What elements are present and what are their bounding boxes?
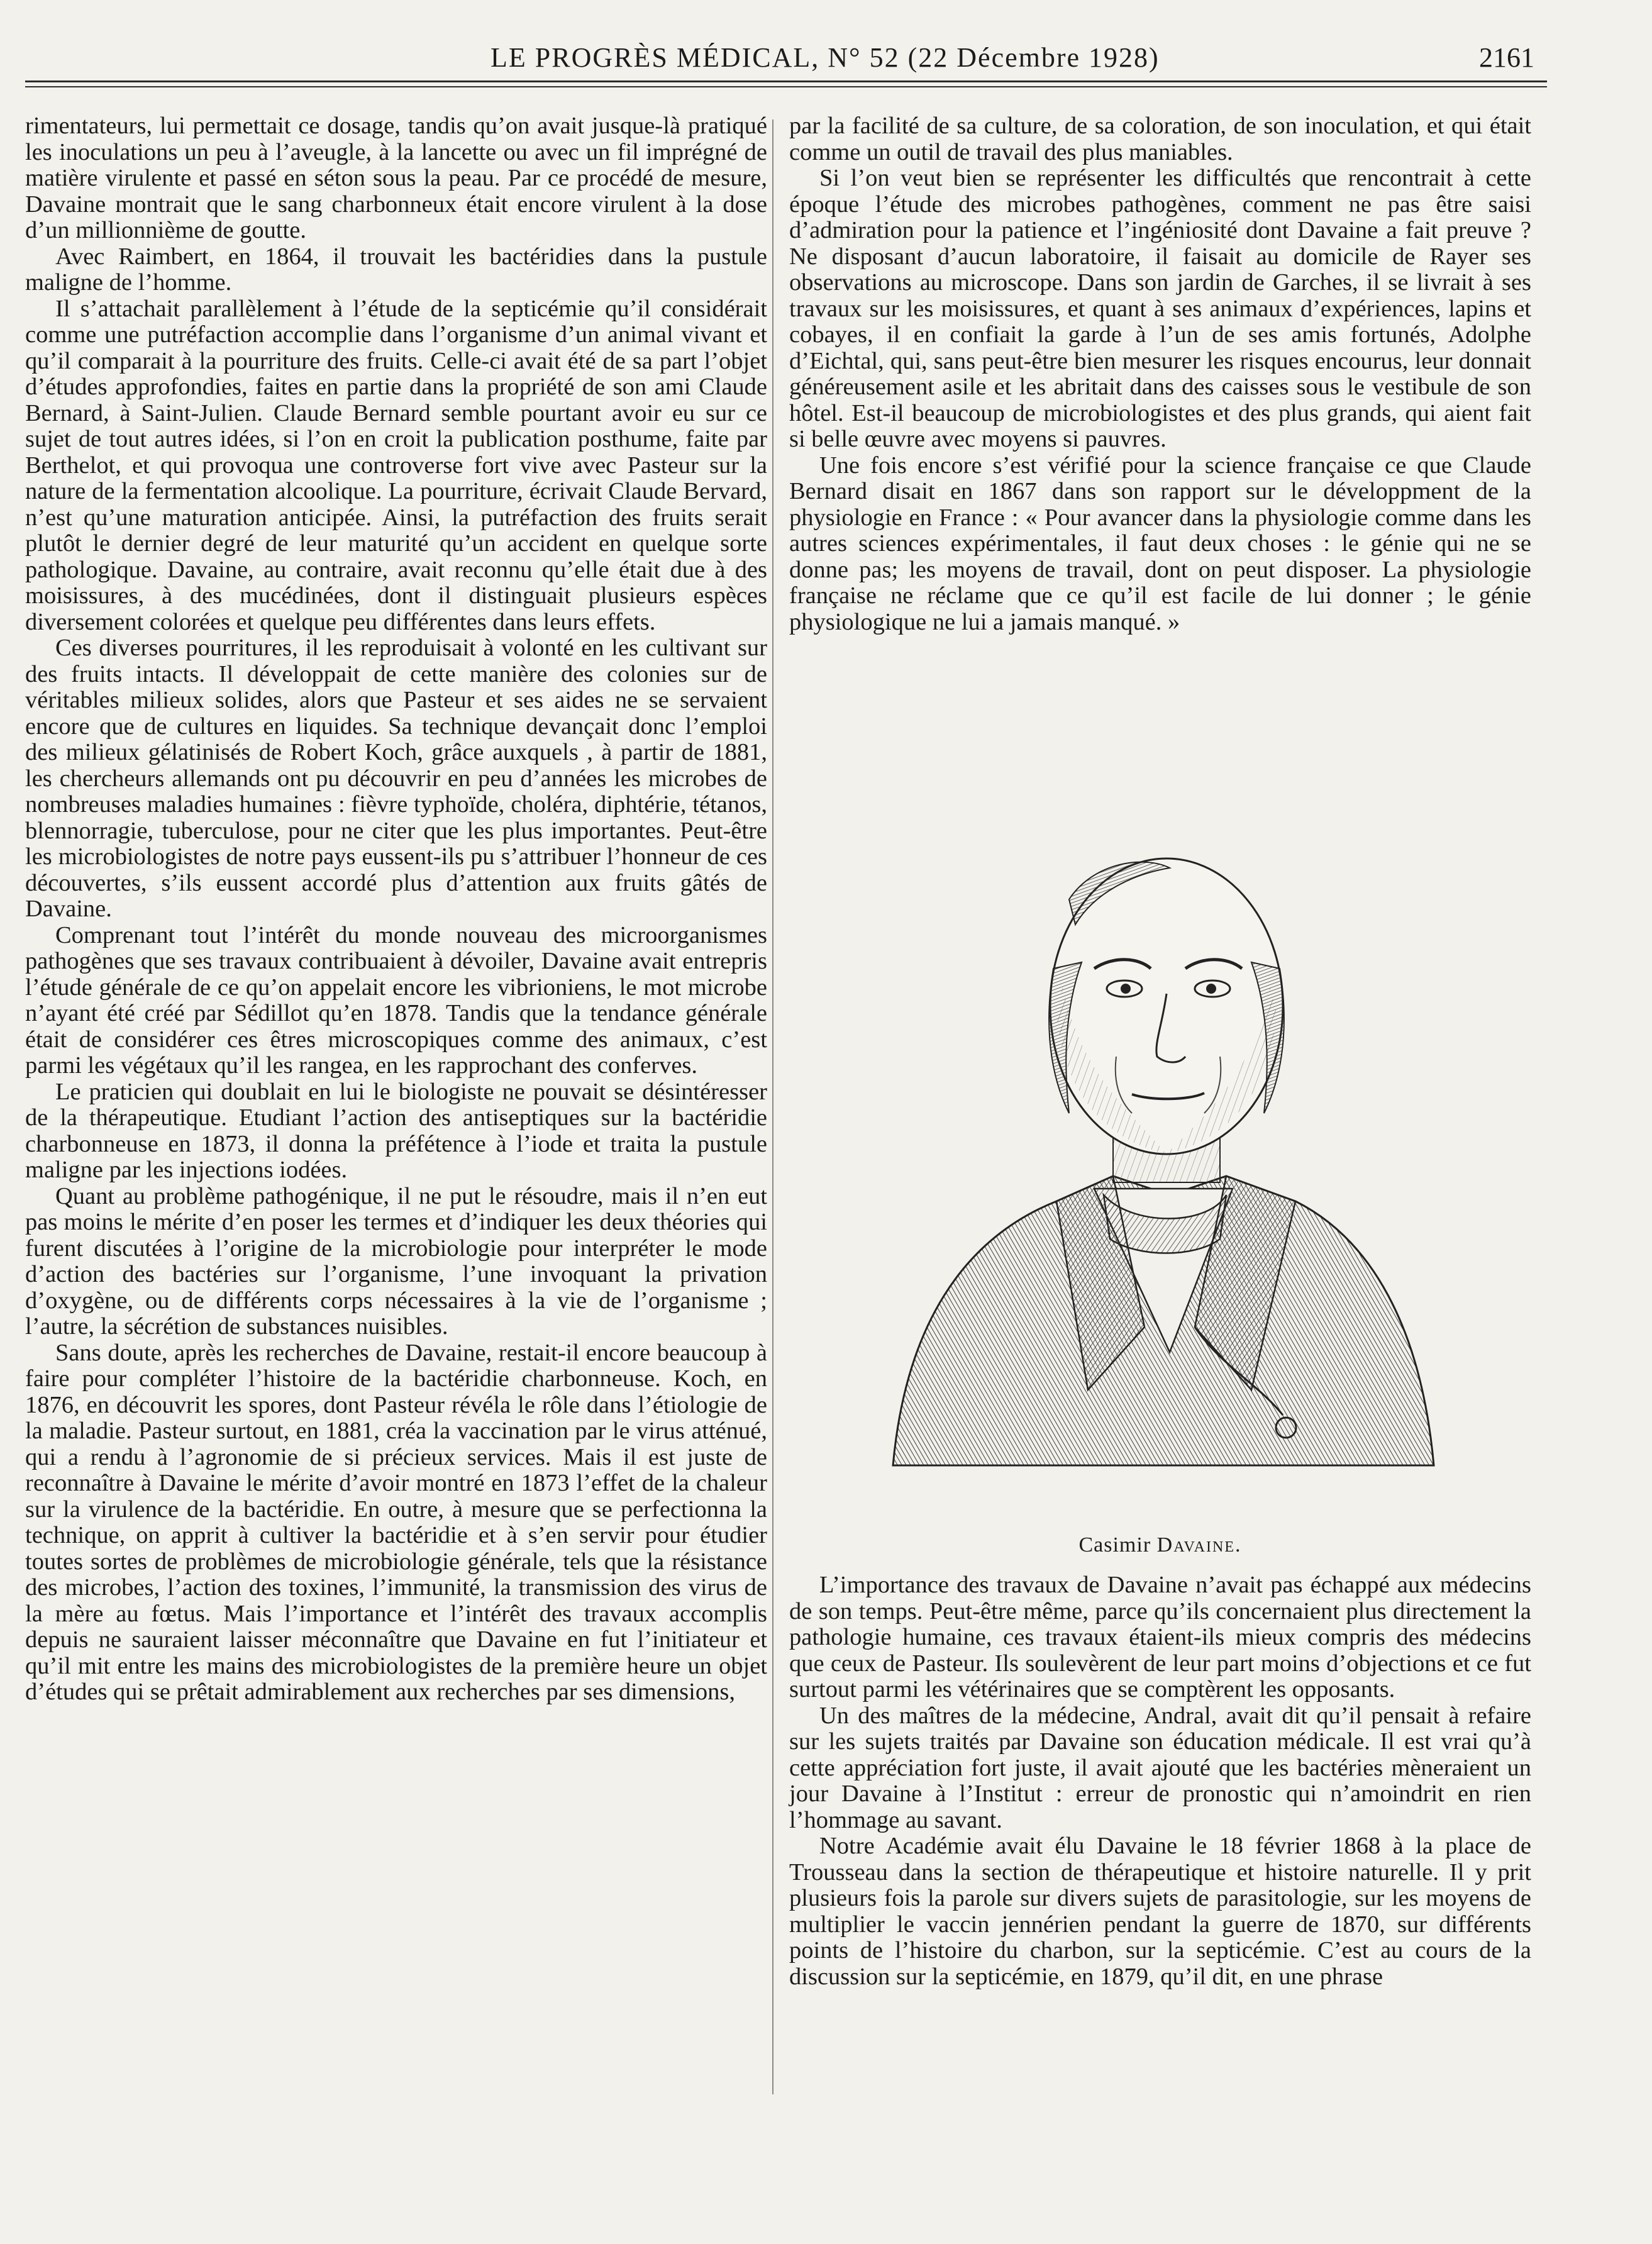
- column-divider: [772, 119, 773, 2094]
- journal-title: LE PROGRÈS MÉDICAL, N° 52 (22 Décembre 1928): [491, 42, 1160, 73]
- header-rule: [25, 81, 1547, 82]
- portrait-caption: [789, 1533, 1531, 1557]
- paragraph: Sans doute, après les recherches de Davaine, restait-il encore beaucoup à faire pour compléter l’histoire de la bactéridie charbonneuse. Koch, en 1876, en découvrit les spores, dont Pasteur révéla le rôle dans l’étiologie de la maladie. Pasteur surtout, en 1881, créa la vaccination par le virus atténué, qui a rendu à l’agronomie de si précieux services. Mais il est juste de reconnaître à Davaine le mérite d’avoir montré en 1873 l’effet de la chaleur sur la virulence de la bactéridie. En outre, à mesure que se perfectionna la technique, on apprit à cultiver la bactéridie et à s’en servir pour étudier toutes sortes de problèmes de microbiologie générale, tels que la résistance des microbes, l’action des toxines, l’immunité, la transmission des virus de la mère au fœtus. Mais l’importance et l’intérêt des travaux accomplis depuis ne sauraient laisser méconnaître que Davaine en fut l’initiateur et qu’il mit entre les mains des microbiologistes de la première heure un objet d’études qui se prêtait admirablement aux recherches par ses dimensions,: [25, 1339, 767, 1705]
- running-header: [25, 38, 1547, 82]
- paragraph: Notre Académie avait élu Davaine le 18 février 1868 à la place de Trousseau dans la section de thérapeutique et histoire naturelle. Il y prit plusieurs fois la parole sur divers sujets de parasitologie, sur les moyens de multiplier le vaccin jennérien pendant la guerre de 1870, sur différents points de l’histoire du charbon, sur la septicémie. C’est au cours de la discussion sur la septicémie, en 1879, qu’il dit, en une phrase: [789, 1833, 1531, 1990]
- portrait-illustration: [818, 761, 1509, 1516]
- paragraph: Avec Raimbert, en 1864, il trouvait les bactéridies dans la pustule maligne de l’homme.: [25, 243, 767, 296]
- header-rule-double: [25, 86, 1547, 87]
- paragraph: Ces diverses pourritures, il les reproduisait à volonté en les cultivant sur des fruits intacts. Il développait de cette manière des colonies sur de véritables milieux solides, alors que Pasteur et ses aides ne se servaient encore que de cultures en liquides. Sa technique devançait donc l’emploi des milieux gélatinisés de Robert Koch, grâce auxquels , à partir de 1881, les chercheurs allemands ont pu découvrir en peu d’années les microbes de nombreuses maladies humaines : fièvre typhoïde, choléra, diphtérie, tétanos, blennorragie, tuberculose, pour ne citer que les plus importantes. Peut-être les microbiologistes de notre pays eussent-ils pu s’attribuer l’honneur de ces découvertes, s’ils eussent accordé plus d’attention aux fruits gâtés de Davaine.: [25, 635, 767, 922]
- paragraph: L’importance des travaux de Davaine n’avait pas échappé aux médecins de son temps. Peut-être même, parce qu’ils concernaient plus directement la pathologie humaine, ces travaux étaient-ils mieux compris des médecins que ceux de Pasteur. Ils soulevèrent de leur part moins d’objections et ce fut surtout parmi les vétérinaires que se comptèrent les opposants.: [789, 1572, 1531, 1702]
- portrait-engraving: [818, 761, 1509, 1516]
- left-column: [25, 113, 767, 1706]
- right-column-upper: [789, 113, 1531, 635]
- paragraph: par la facilité de sa culture, de sa coloration, de son inoculation, et qui était comme un outil de travail des plus maniables.: [789, 113, 1531, 165]
- paragraph: Une fois encore s’est vérifié pour la science française ce que Claude Bernard disait en 1867 dans son rapport sur le développment de la physiologie en France : « Pour avancer dans la physiologie comme dans les autres sciences expérimentales, il faut deux choses : le génie qui ne se donne pas; les moyens de travail, dont on peut disposer. La physiologie française ne réclame que ce qu’il est facile de lui donner ; le génie physiologique ne lui a jamais manqué. »: [789, 452, 1531, 635]
- page-number: 2161: [1479, 42, 1534, 73]
- caption-last-name: Davaine.: [1156, 1533, 1242, 1557]
- caption-first-name: Casimir: [1078, 1533, 1151, 1557]
- paragraph: Si l’on veut bien se représenter les difficultés que rencontrait à cette époque l’étude des microbes pathogènes, comment ne pas être saisi d’admiration pour la patience et l’ingéniosité dont Davaine a fait preuve ? Ne disposant d’aucun laboratoire, il faisait au domicile de Rayer ses observations au microscope. Dans son jardin de Garches, il se livrait à ses travaux sur les moisissures, et quant à ses animaux d’expériences, lapins et cobayes, il en confiait la garde à l’un de ses amis fortunés, Adolphe d’Eichtal, qui, sans peut-être bien mesurer les risques encourus, leur donnait généreusement asile et les abritait dans des caisses sous le vestibule de son hôtel. Est-il beaucoup de microbiologistes et des plus grands, qui aient fait si belle œuvre avec moyens si pauvres.: [789, 165, 1531, 452]
- paragraph: Un des maîtres de la médecine, Andral, avait dit qu’il pensait à refaire sur les sujets traités par Davaine son éducation médicale. Il est vrai qu’à cette appréciation fort juste, il avait ajouté que les bactéries mèneraient un jour Davaine à l’Institut : erreur de pronostic qui n’amoindrit en rien l’hommage au savant.: [789, 1702, 1531, 1833]
- paragraph: rimentateurs, lui permettait ce dosage, tandis qu’on avait jusque-là pratiqué les inoculations un peu à l’aveugle, à la lancette ou avec un fil imprégné de matière virulente et passé en séton sous la peau. Par ce procédé de mesure, Davaine montrait que le sang charbonneux était encore virulent à la dose d’un millionnième de goutte.: [25, 113, 767, 243]
- paragraph: Il s’attachait parallèlement à l’étude de la septicémie qu’il considérait comme une putréfaction accomplie dans l’organisme d’un animal vivant et qu’il comparait à la pourriture des fruits. Celle-ci avait été de sa part l’objet d’études approfondies, faites en partie dans la propriété de son ami Claude Bernard, à Saint-Julien. Claude Bernard semble pourtant avoir eu sur ce sujet de tout autres idées, si l’on en croit la publication posthume, faite par Berthelot, et qui provoqua une controverse fort vive avec Pasteur sur la nature de la fermentation alcoolique. La pourriture, écrivait Claude Bervard, n’est qu’une maturation anticipée. Ainsi, la putréfaction des fruits serait plutôt le dernier degré de leur maturité qu’un accident en quelque sorte pathologique. Davaine, au contraire, avait reconnu qu’elle était due à des moisissures, à des mucédinées, dont il distinguait plusieurs espèces diversement colorées et quelque peu différentes dans leurs effets.: [25, 295, 767, 635]
- right-column-lower: [789, 1572, 1531, 1990]
- paragraph: Comprenant tout l’intérêt du monde nouveau des microorganismes pathogènes que ses travaux contribuaient à dévoiler, Davaine avait entrepris l’étude générale de ce qu’on appelait encore les vibrioniens, le mot microbe n’ayant été créé par Sédillot qu’en 1878. Tandis que la tendance générale était de considérer ces êtres microscopiques comme des animaux, c’est parmi les végétaux qu’il les rangea, en les rapprochant des conferves.: [25, 921, 767, 1079]
- paragraph: Le praticien qui doublait en lui le biologiste ne pouvait se désintéresser de la thérapeutique. Etudiant l’action des antiseptiques sur la bactéridie charbonneuse en 1873, il donna la préfétence à l’iode et traita la pustule maligne par les injections iodées.: [25, 1078, 767, 1183]
- paragraph: Quant au problème pathogénique, il ne put le résoudre, mais il n’en eut pas moins le mérite d’en poser les termes et d’indiquer les deux théories qui furent discutées à l’origine de la microbiologie pour interpréter le mode d’action des bactéries sur l’organisme, l’une invoquant la privation d’oxygène, ou de différents corps nécessaires à la vie de l’organisme ; l’autre, la sécrétion de substances nuisibles.: [25, 1182, 767, 1340]
